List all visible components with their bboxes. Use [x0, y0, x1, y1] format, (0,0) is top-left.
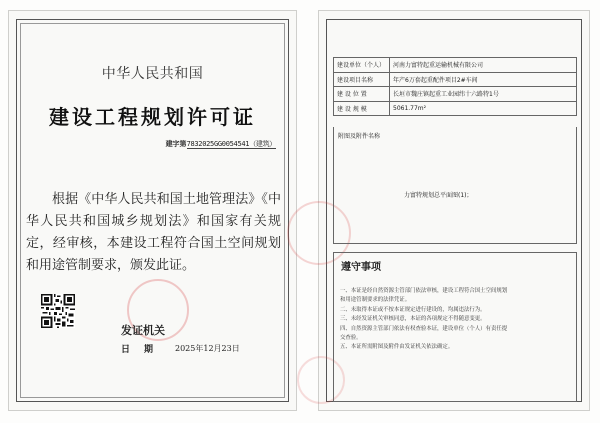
certificate-title: 建设工程规划许可证 [49, 105, 256, 129]
table-key-cell: 建设单位（个人） [334, 58, 390, 73]
attachments-section [333, 127, 577, 244]
certificate-body-text: 根据《中华人民共和国土地管理法》《中华人民共和国城乡规划法》和国家有关规定，经审核，本建设工程符合国土空间规划和用途管制要求，颁发此证。 [26, 192, 281, 273]
table-value-cell: 长垣市魏庄镇起重工业园纬十六路特1号 [390, 87, 577, 102]
table-row [334, 101, 577, 116]
country-name: 中华人民共和国 [101, 66, 204, 82]
issue-date-value: 2025年12月23日 [175, 344, 240, 353]
certificate-cover-page [8, 10, 297, 411]
issue-date-label: 日期 [121, 345, 168, 355]
list-item: 二、未取得本证或不按本证规定进行建设的，均属违法行为。 [340, 306, 486, 313]
table-row [334, 58, 577, 73]
list-item: 交查验。 [340, 335, 362, 342]
list-item: 和用途管制要求的法律凭证。 [340, 297, 411, 304]
list-item: 五、本证所需附图及附件由发证机关依法确定。 [340, 344, 454, 351]
notes-list [340, 287, 570, 353]
certificate-number-value: 7832025GG0054541（建筑） [186, 140, 276, 148]
compliance-notes-section [333, 252, 577, 402]
certificate-number-label: 建字第 [165, 140, 187, 148]
list-item: 一、本证是经自然资源主管部门依法审核，建设工程符合国土空间规划 [340, 288, 508, 294]
notes-title: 遵守事项 [341, 262, 381, 273]
table-value-cell: 河南力富特起重运输机械有限公司 [390, 58, 577, 73]
table-value-cell: 年产6万套起重配件项目2#车间 [390, 72, 577, 87]
certificate-number [166, 139, 276, 149]
attachments-label: 附图及附件名称 [338, 133, 381, 140]
attachments-content: 力富特规划总平面图(1)； [404, 192, 473, 199]
qr-code-icon[interactable] [41, 294, 75, 328]
table-key-cell: 建 设 位 置 [334, 87, 390, 102]
table-key-cell: 建 设 规 模 [334, 101, 390, 116]
table-row [334, 72, 577, 87]
list-item: 三、未经发证机关审核同意，本证的各项规定不得随意变更。 [340, 316, 486, 323]
table-key-cell: 建设项目名称 [334, 72, 390, 87]
table-value-cell: 5061.77m² [390, 101, 577, 116]
table-row [334, 87, 577, 102]
issuing-authority-label: 发证机关 [121, 324, 165, 337]
project-info-table [333, 57, 577, 116]
list-item: 四、自然资源主管部门依法有权查验本证，建设单位（个人）有责任提 [340, 325, 508, 332]
certificate-details-page [318, 10, 590, 411]
